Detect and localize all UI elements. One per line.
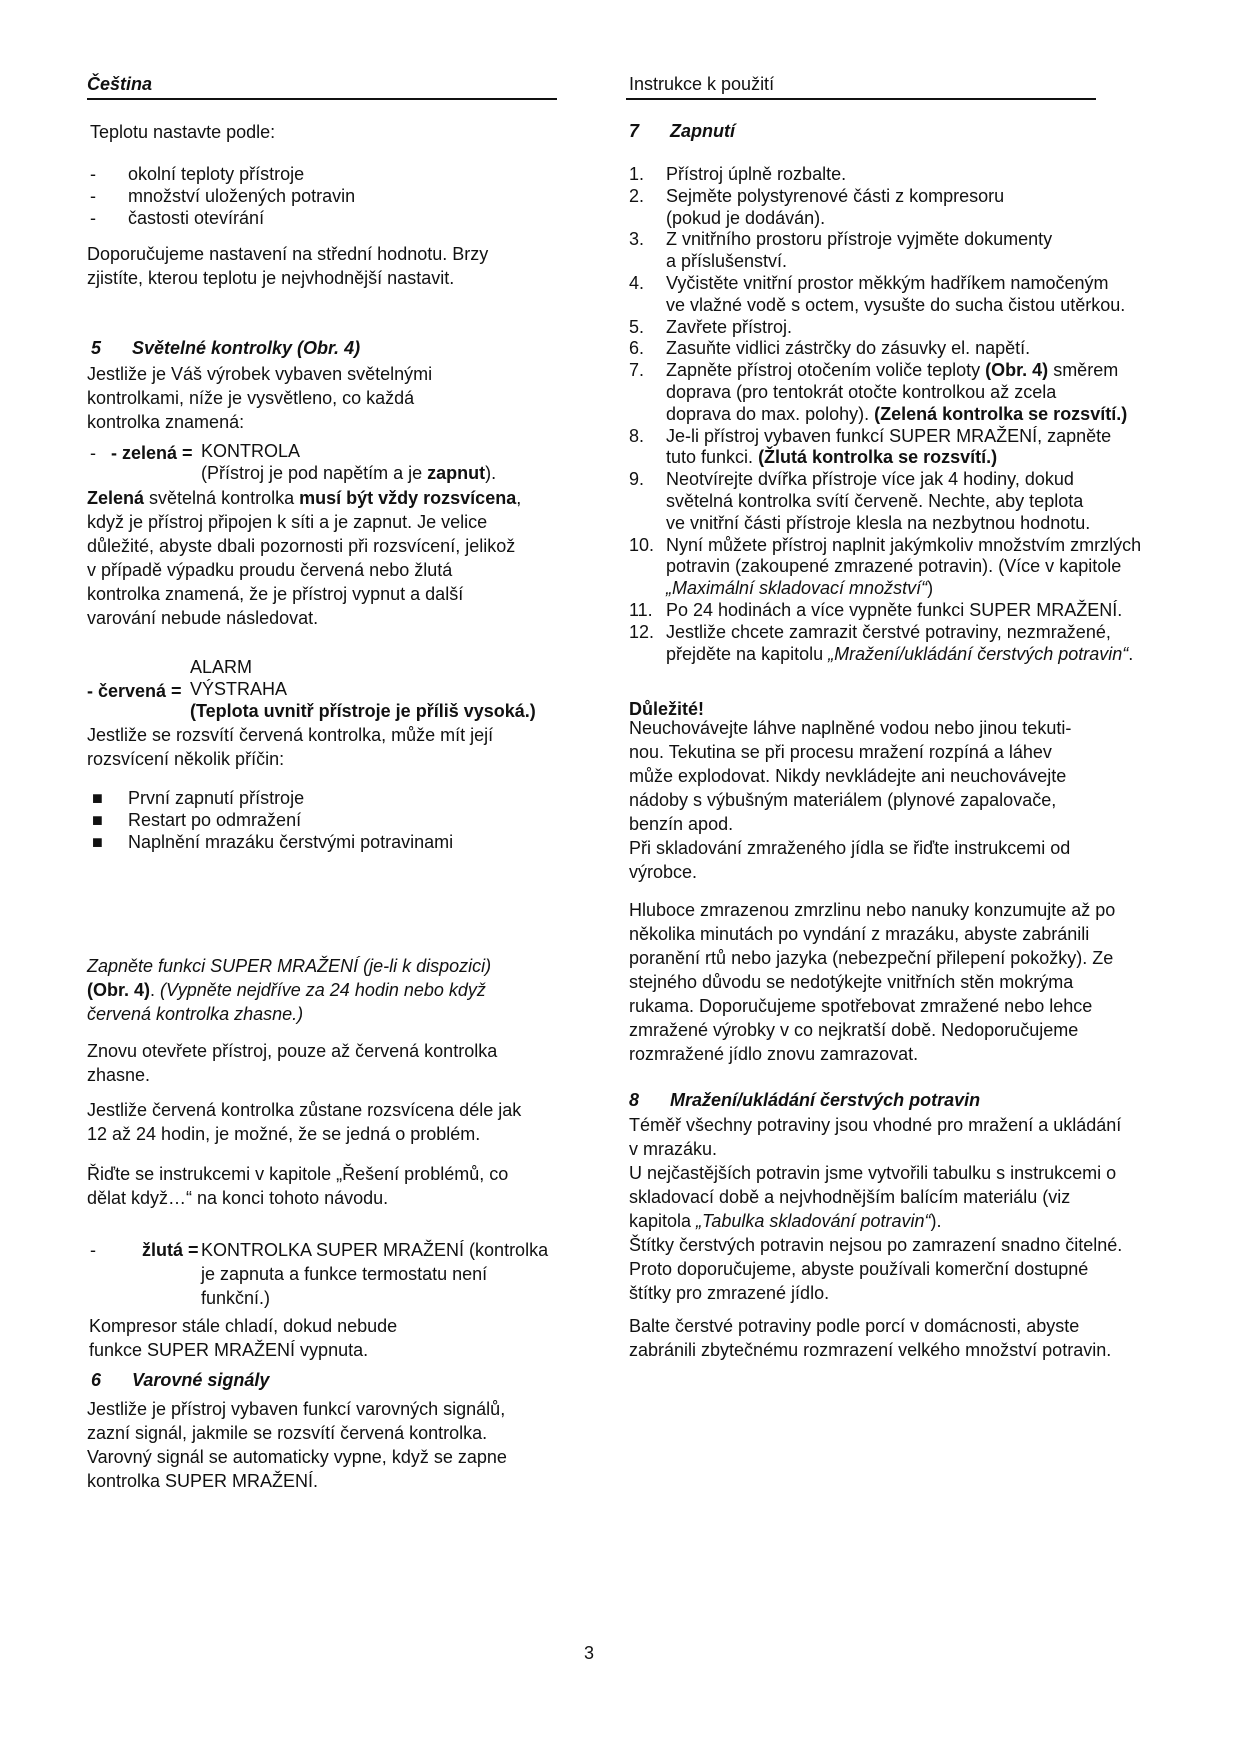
text-line: Kompresor stále chladí, dokud nebude <box>89 1316 398 1336</box>
text-segment: (Obr. 4) <box>985 360 1049 381</box>
text-line: stejného důvodu se nedotýkejte vnitřních stěn mokrýma <box>629 972 1074 992</box>
text-line: a příslušenství. <box>666 251 788 272</box>
list-marker: 11. <box>629 599 653 620</box>
list-marker: 9. <box>629 469 645 490</box>
follow-instructions-paragraph <box>87 1162 508 1210</box>
text-segment: musí být vždy rozsvícena <box>299 488 517 508</box>
list-item <box>629 164 1141 186</box>
text-line: zabránili zbytečnému rozmrazení velkého množství potravin. <box>629 1340 1112 1360</box>
list-marker: 6. <box>629 338 645 359</box>
text-line: Teplotu nastavte podle: <box>90 122 276 142</box>
list-item-text <box>128 810 301 832</box>
text-line: Balte čerstvé potraviny podle porcí v domácnosti, abyste <box>629 1316 1080 1336</box>
list-item-text <box>666 600 1122 622</box>
text-segment: (Obr. 4) <box>87 980 151 1000</box>
list-item <box>629 186 1141 230</box>
text-segment: . <box>150 980 161 1000</box>
section-5-number: 5 <box>91 338 102 358</box>
text-line: U nejčastějších potravin jsme vytvořili tabulku s instrukcemi o <box>629 1163 1117 1183</box>
text-line: ve vnitřní části přístroje klesla na nezbytnou hodnotu. <box>666 512 1091 533</box>
text-line: Při skladování zmraženého jídla se řiďte instrukcemi od <box>629 838 1071 858</box>
portions-paragraph <box>629 1314 1111 1362</box>
text-line <box>666 360 1127 382</box>
section-7-heading: Zapnutí <box>670 121 735 141</box>
list-item <box>629 360 1141 425</box>
text-line: (pokud je dodáván). <box>666 207 826 228</box>
text-line <box>201 463 496 485</box>
text-line: funkční.) <box>201 1288 271 1308</box>
text-line: světelná kontrolka svítí červeně. Nechte, aby teplota <box>666 490 1084 511</box>
text-line: množství uložených potravin <box>128 185 356 206</box>
text-segment: směrem <box>1048 360 1119 381</box>
text-line: zmražené výrobky v co nejkratší době. Nedoporučujeme <box>629 1020 1079 1040</box>
text-line: KONTROLA <box>201 441 301 461</box>
list-marker: 10. <box>629 534 655 555</box>
section-6-heading: Varovné signály <box>132 1370 270 1390</box>
text-segment: ) <box>927 578 934 599</box>
text-line: Vyčistěte vnitřní prostor měkkým hadříkem namočeným <box>666 272 1109 293</box>
lights-intro-paragraph <box>87 362 432 434</box>
list-item <box>92 788 453 810</box>
recommend-paragraph <box>87 242 488 290</box>
text-line: častosti otevírání <box>128 207 265 228</box>
text-line: může explodovat. Nikdy nevkládejte ani neuchovávejte <box>629 766 1067 786</box>
list-item <box>629 535 1141 600</box>
text-line: Jestliže je přístroj vybaven funkcí varovných signálů, <box>87 1399 506 1419</box>
text-line: Doporučujeme nastavení na střední hodnotu. Brzy <box>87 244 489 264</box>
text-line <box>666 644 1133 666</box>
intro-text <box>90 120 275 144</box>
text-segment: (Teplota uvnitř přístroje je příliš vysoká.) <box>190 700 536 721</box>
green-light-paragraph <box>87 486 521 630</box>
yellow-light-label: žlutá = <box>142 1240 199 1260</box>
text-line: Přístroj úplně rozbalte. <box>666 164 847 184</box>
text-line: Je-li přístroj vybaven funkcí SUPER MRAŽENÍ, zapněte <box>666 425 1112 446</box>
text-line: rozmražené jídlo znovu zamrazovat. <box>629 1044 919 1064</box>
list-marker: ■ <box>92 831 103 852</box>
text-line: Jestliže je Váš výrobek vybaven světelnými <box>87 364 433 384</box>
section-8-heading: Mražení/ukládání čerstvých potravin <box>670 1090 981 1110</box>
list-marker: ■ <box>92 809 103 830</box>
list-item-text <box>666 229 1052 273</box>
text-line: benzín apod. <box>629 814 734 834</box>
text-line: poranění rtů nebo jazyka (nebezpeční přilepení pokožky). Ze <box>629 948 1114 968</box>
text-line: rukama. Doporučujeme spotřebovat zmražené nebo lehce <box>629 996 1093 1016</box>
text-segment: „Maximální skladovací množství“ <box>666 578 928 599</box>
text-line: několika minutách po vyndání z mrazáku, abyste zabránili <box>629 924 1090 944</box>
list-item-text <box>666 338 1030 360</box>
text-segment: zapnut <box>427 462 486 483</box>
list-marker: 1. <box>629 164 645 184</box>
text-line: dělat když…“ na konci tohoto návodu. <box>87 1188 389 1208</box>
text-line <box>666 404 1127 426</box>
list-item-text <box>128 164 304 186</box>
red-light-label: - červená = <box>87 681 182 701</box>
text-line: výrobce. <box>629 862 698 882</box>
list-marker: 12. <box>629 621 655 642</box>
text-line <box>190 701 536 723</box>
text-line: Znovu otevřete přístroj, pouze až červená kontrolka <box>87 1041 498 1061</box>
list-marker: 4. <box>629 272 645 293</box>
important-paragraph <box>629 716 1071 884</box>
section-language-title: Čeština <box>87 74 153 94</box>
text-segment: ). <box>930 1211 942 1231</box>
text-segment: přejděte na kapitolu <box>666 643 829 664</box>
super-freeze-paragraph <box>87 954 491 1026</box>
setup-steps-list <box>629 164 1141 665</box>
text-segment: Zelená <box>87 488 145 508</box>
list-item <box>90 186 355 208</box>
text-line <box>87 978 491 1002</box>
list-marker: - <box>90 164 96 184</box>
list-marker: 3. <box>629 229 645 250</box>
text-line: Neuchovávejte láhve naplněné vodou nebo jinou tekuti- <box>629 718 1072 738</box>
list-item-text <box>128 186 355 208</box>
text-line: Neotvírejte dvířka přístroje více jak 4 hodiny, dokud <box>666 469 1074 490</box>
text-line: ve vlažné vodě s octem, vysušte do sucha čistou utěrkou. <box>666 294 1126 315</box>
text-segment: kapitola <box>629 1211 697 1231</box>
text-line: je zapnuta a funkce termostatu není <box>201 1264 488 1284</box>
text-segment: tuto funkci. <box>666 447 759 468</box>
list-item-text <box>666 360 1127 425</box>
text-line <box>666 578 1141 600</box>
list-item-text <box>128 832 453 854</box>
text-line: nou. Tekutina se při procesu mražení rozpíná a láhev <box>629 742 1052 762</box>
icecream-paragraph <box>629 898 1115 1066</box>
text-line: Téměř všechny potraviny jsou vhodné pro mražení a ukládání <box>629 1115 1122 1135</box>
text-segment: světelná kontrolka <box>144 488 300 508</box>
text-line: Jestliže se rozsvítí červená kontrolka, může mít její <box>87 725 494 745</box>
list-item-text <box>128 208 264 230</box>
list-item-text <box>666 164 846 186</box>
list-item <box>90 208 355 230</box>
text-line: varování nebude následovat. <box>87 608 319 628</box>
text-line <box>666 447 1111 469</box>
text-line: nádoby s výbušným materiálem (plynové zapalovače, <box>629 790 1057 810</box>
list-marker: ■ <box>92 788 103 808</box>
list-item <box>629 229 1141 273</box>
list-item <box>629 273 1141 317</box>
text-line: Jestliže červená kontrolka zůstane rozsvícena déle jak <box>87 1100 522 1120</box>
section-6-number: 6 <box>91 1370 102 1390</box>
compressor-paragraph <box>89 1314 397 1362</box>
text-line: Štítky čerstvých potravin nejsou po zamrazení snadno čitelné. <box>629 1235 1123 1255</box>
green-dash: - <box>90 443 96 463</box>
warning-paragraph <box>87 1397 507 1493</box>
text-line: doprava (pro tentokrát otočte kontrolkou až zcela <box>666 381 1057 402</box>
green-light-value <box>201 441 496 485</box>
text-line: důležité, abyste dbali pozornosti při rozsvícení, jelikož <box>87 536 516 556</box>
freezing-paragraph <box>629 1113 1122 1305</box>
list-marker: 7. <box>629 360 645 381</box>
text-line <box>629 1209 1122 1233</box>
section-5-heading: Světelné kontrolky (Obr. 4) <box>132 338 361 358</box>
text-segment: červená kontrolka zhasne.) <box>87 1004 304 1024</box>
causes-list <box>92 788 453 853</box>
factor-list <box>90 164 355 229</box>
list-item <box>629 622 1141 666</box>
text-line: Naplnění mrazáku čerstvými potravinami <box>128 831 454 852</box>
text-segment: (Zelená kontrolka se rozsvítí.) <box>874 403 1128 424</box>
text-line: Jestliže chcete zamrazit čerstvé potraviny, nezmražené, <box>666 621 1111 642</box>
text-segment: „Tabulka skladování potravin“ <box>696 1211 931 1231</box>
list-item-text <box>666 535 1141 600</box>
text-segment: ). <box>485 462 497 483</box>
text-line: Zasuňte vidlici zástrčky do zásuvky el. napětí. <box>666 338 1031 359</box>
text-line: Z vnitřního prostoru přístroje vyjměte dokumenty <box>666 229 1053 250</box>
list-item <box>629 426 1141 470</box>
list-item-text <box>666 426 1111 470</box>
list-item <box>92 832 453 854</box>
text-line: První zapnutí přístroje <box>128 788 305 808</box>
text-line: kontrolka SUPER MRAŽENÍ. <box>87 1471 319 1491</box>
green-light-label: - zelená = <box>111 443 193 463</box>
text-segment: Zapněte funkci SUPER MRAŽENÍ (je-li k dispozici) <box>87 956 492 976</box>
document-title: Instrukce k použití <box>629 74 775 94</box>
list-item <box>629 469 1141 534</box>
header-divider-right <box>626 98 1096 100</box>
text-line: Restart po odmražení <box>128 809 302 830</box>
text-line: Po 24 hodinách a více vypněte funkci SUPER MRAŽENÍ. <box>666 599 1123 620</box>
text-line: potravin (zakoupené zmrazené potravin). (Více v kapitole <box>666 556 1122 577</box>
text-line: zazní signál, jakmile se rozsvítí červená kontrolka. <box>87 1423 488 1443</box>
list-marker: - <box>90 185 96 206</box>
problem-paragraph <box>87 1098 521 1146</box>
list-item-text <box>666 469 1090 534</box>
text-segment: „Mražení/ukládání čerstvých potravin“ <box>828 643 1129 664</box>
text-line: VÝSTRAHA <box>190 678 288 699</box>
text-line: Proto doporučujeme, abyste používali komerční dostupné <box>629 1259 1089 1279</box>
text-line: štítky pro zmrazené jídlo. <box>629 1283 830 1303</box>
text-line: ALARM <box>190 657 253 677</box>
text-line: když je přístroj připojen k síti a je zapnut. Je velice <box>87 512 488 532</box>
text-segment: , <box>516 488 522 508</box>
list-item <box>629 600 1141 622</box>
section-7-number: 7 <box>629 121 640 141</box>
text-segment: . <box>1128 643 1134 664</box>
text-line <box>87 954 491 978</box>
red-light-value <box>190 657 536 722</box>
text-line: Zavřete přístroj. <box>666 316 793 337</box>
text-segment: doprava do max. polohy). <box>666 403 875 424</box>
text-segment: (Žlutá kontrolka se rozsvítí.) <box>758 447 998 468</box>
important-heading: Důležité! <box>629 699 705 719</box>
text-line: Hluboce zmrazenou zmrzlinu nebo nanuky konzumujte až po <box>629 900 1116 920</box>
section-8-number: 8 <box>629 1090 640 1110</box>
list-item <box>92 810 453 832</box>
text-segment: (Vypněte nejdříve za 24 hodin nebo když <box>160 980 486 1000</box>
text-segment: (Přístroj je pod napětím a je <box>201 462 428 483</box>
text-line: KONTROLKA SUPER MRAŽENÍ (kontrolka <box>201 1240 549 1260</box>
list-marker: 8. <box>629 425 645 446</box>
text-line: v případě výpadku proudu červená nebo žlutá <box>87 560 453 580</box>
text-line: kontrolkami, níže je vysvětleno, co každá <box>87 388 415 408</box>
text-line: Řiďte se instrukcemi v kapitole „Řešení problémů, co <box>87 1164 509 1184</box>
text-line: 12 až 24 hodin, je možné, že se jedná o problém. <box>87 1124 481 1144</box>
list-marker: 2. <box>629 185 645 206</box>
list-item-text <box>666 186 1004 230</box>
yellow-light-value <box>201 1238 548 1310</box>
list-item-text <box>128 788 304 810</box>
header-divider-left <box>87 98 557 100</box>
yellow-dash: - <box>90 1240 96 1260</box>
text-line: Sejměte polystyrenové části z kompresoru <box>666 185 1005 206</box>
list-item <box>629 317 1141 339</box>
list-item-text <box>666 317 792 339</box>
list-marker: 5. <box>629 316 645 337</box>
list-item-text <box>666 273 1125 317</box>
text-segment: Zapněte přístroj otočením voliče teploty <box>666 360 986 381</box>
text-line: zjistíte, kterou teplotu je nejvhodnější nastavit. <box>87 268 455 288</box>
red-light-paragraph <box>87 723 493 771</box>
text-line <box>87 1002 491 1026</box>
reopen-paragraph <box>87 1039 497 1087</box>
list-item <box>629 338 1141 360</box>
text-line: v mrazáku. <box>629 1139 718 1159</box>
list-item <box>90 164 355 186</box>
text-line <box>87 486 521 510</box>
text-line: kontrolka znamená: <box>87 412 245 432</box>
text-line: skladovací době a nejvhodnějším balícím materiálu (viz <box>629 1187 1071 1207</box>
text-line: kontrolka znamená, že je přístroj vypnut a další <box>87 584 464 604</box>
text-line: Varovný signál se automaticky vypne, když se zapne <box>87 1447 507 1467</box>
text-line: funkce SUPER MRAŽENÍ vypnuta. <box>89 1340 369 1360</box>
text-line: okolní teploty přístroje <box>128 164 305 184</box>
page-number: 3 <box>584 1643 595 1663</box>
list-item-text <box>666 622 1133 666</box>
text-line: zhasne. <box>87 1065 151 1085</box>
list-marker: - <box>90 207 96 228</box>
text-line: Nyní můžete přístroj naplnit jakýmkoliv množstvím zmrzlých <box>666 534 1142 555</box>
text-line: rozsvícení několik příčin: <box>87 749 285 769</box>
